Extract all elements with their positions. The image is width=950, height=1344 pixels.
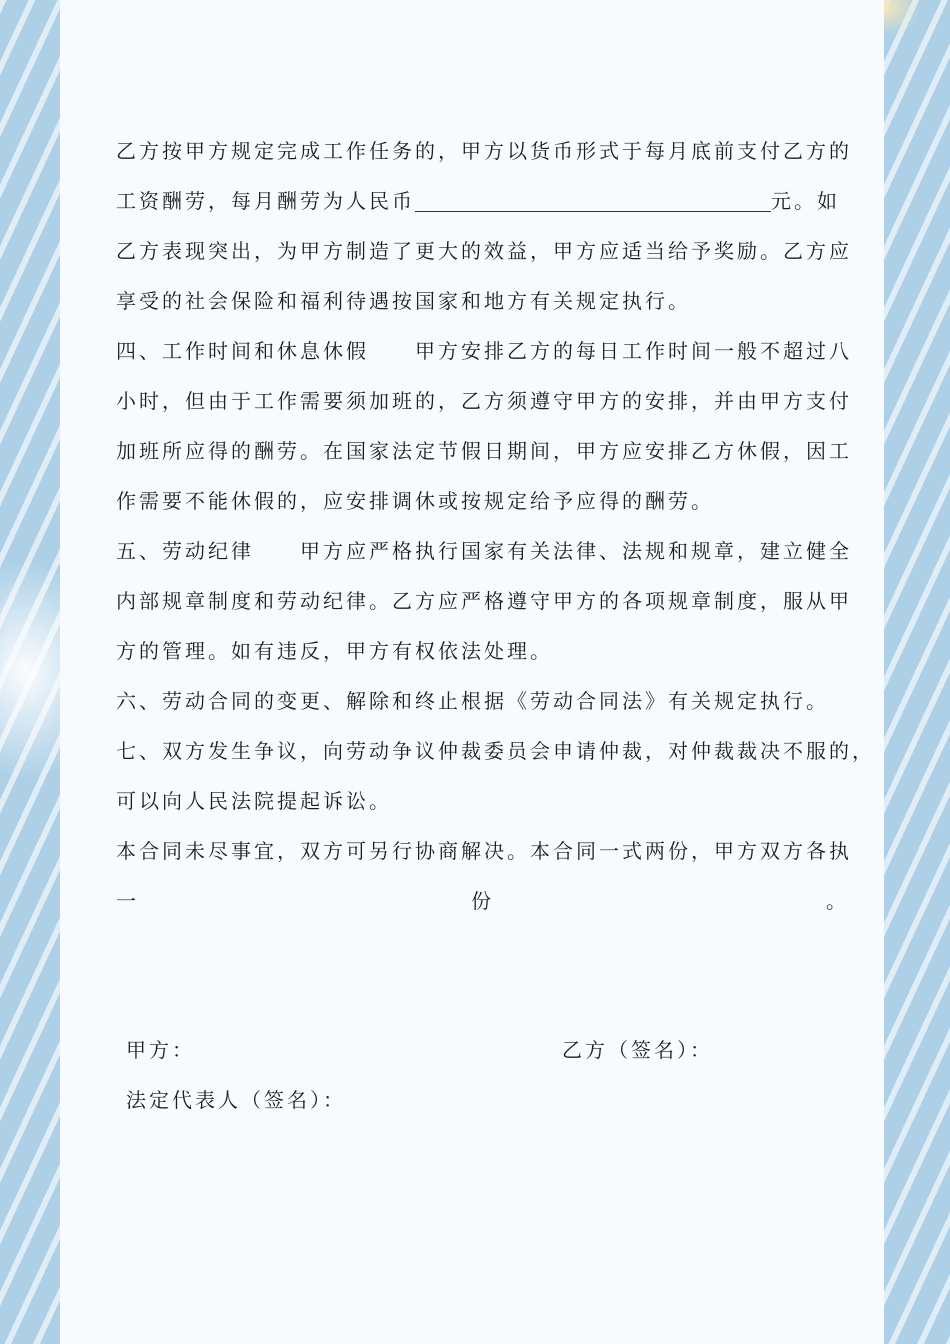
spread-char: 一 [116, 889, 136, 913]
paragraph-line [116, 176, 846, 226]
spread-char: 。 [826, 889, 846, 913]
section-heading-line: 七、双方发生争议，向劳动争议仲裁委员会申请仲裁，对仲裁裁决不服的， [116, 739, 875, 763]
legal-rep-signature-label: 法定代表人（签名）： [126, 1088, 346, 1112]
section-heading-line: 六、劳动合同的变更、解除和终止根据《劳动合同法》有关规定执行。 [116, 689, 829, 713]
paragraph-line: 乙方表现突出，为甲方制造了更大的效益，甲方应适当给予奖励。乙方应 [116, 239, 852, 263]
paragraph-line: 内部规章制度和劳动纪律。乙方应严格遵守甲方的各项规章制度，服从甲 [116, 589, 852, 613]
salary-unit: 元。如 [771, 189, 840, 213]
paragraph-line: 本合同未尽事宜，双方可另行协商解决。本合同一式两份，甲方双方各执 [116, 839, 852, 863]
salary-blank-line [415, 210, 771, 212]
paragraph-line-spread [116, 876, 846, 926]
paragraph-line: 乙方按甲方规定完成工作任务的，甲方以货币形式于每月底前支付乙方的 [116, 139, 852, 163]
contract-body [116, 126, 875, 926]
paragraph-line: 可以向人民法院提起诉讼。 [116, 789, 392, 813]
salary-label: 工资酬劳，每月酬劳为人民币 [116, 189, 415, 213]
paragraph-line: 方的管理。如有违反，甲方有权依法处理。 [116, 639, 553, 663]
paragraph-line: 作需要不能休假的，应安排调休或按规定给予应得的酬劳。 [116, 489, 714, 513]
section-heading-line: 四、工作时间和休息休假 甲方安排乙方的每日工作时间一般不超过八 [116, 339, 852, 363]
party-a-signature-label: 甲方： [126, 1038, 195, 1062]
paragraph-line: 享受的社会保险和福利待遇按国家和地方有关规定执行。 [116, 289, 691, 313]
paragraph-line: 加班所应得的酬劳。在国家法定节假日期间，甲方应安排乙方休假，因工 [116, 439, 852, 463]
document-page [60, 0, 884, 1344]
party-b-signature-label: 乙方（签名）： [562, 1038, 713, 1062]
background-right [884, 0, 950, 1344]
paragraph-line: 小时，但由于工作需要须加班的，乙方须遵守甲方的安排，并由甲方支付 [116, 389, 852, 413]
section-heading-line: 五、劳动纪律 甲方应严格执行国家有关法律、法规和规章，建立健全 [116, 539, 852, 563]
spread-char: 份 [471, 889, 491, 913]
